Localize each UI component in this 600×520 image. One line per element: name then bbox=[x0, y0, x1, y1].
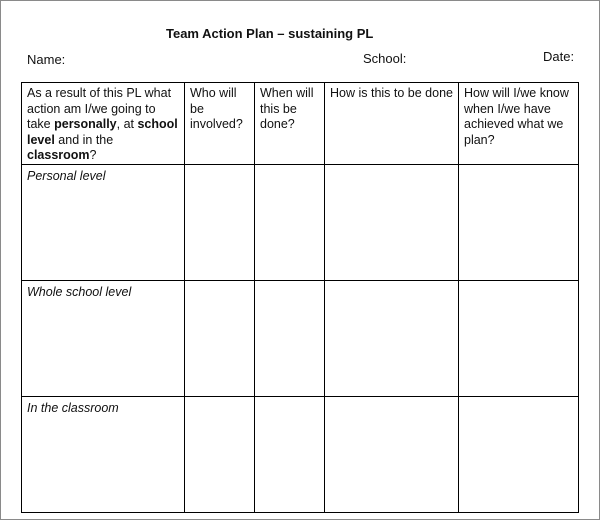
header-when: When will this be done? bbox=[255, 83, 325, 165]
row-label-classroom: In the classroom bbox=[22, 396, 185, 512]
header-how: How is this to be done bbox=[325, 83, 459, 165]
row-label-personal: Personal level bbox=[22, 164, 185, 280]
header-action-text-2: , at bbox=[116, 117, 138, 131]
cell-when-classroom[interactable] bbox=[255, 396, 325, 512]
table-row bbox=[22, 280, 579, 396]
header-action-text: As a result of this PL what action am I/we going to take bbox=[27, 86, 172, 131]
header-action-school-level: school level bbox=[27, 117, 178, 147]
document-title: Team Action Plan – sustaining PL bbox=[166, 26, 374, 41]
header-action-classroom: classroom bbox=[27, 148, 90, 162]
cell-who-classroom[interactable] bbox=[185, 396, 255, 512]
action-plan-table bbox=[21, 82, 579, 513]
table-row bbox=[22, 396, 579, 512]
header-how-know: How will I/we know when I/we have achieved what we plan? bbox=[459, 83, 579, 165]
date-label: Date: bbox=[543, 49, 575, 64]
cell-who-whole-school[interactable] bbox=[185, 280, 255, 396]
school-label: School: bbox=[363, 51, 407, 66]
header-action-personally: personally bbox=[54, 117, 117, 131]
cell-how-classroom[interactable] bbox=[325, 396, 459, 512]
cell-know-whole-school[interactable] bbox=[459, 280, 579, 396]
cell-when-whole-school[interactable] bbox=[255, 280, 325, 396]
cell-how-whole-school[interactable] bbox=[325, 280, 459, 396]
cell-how-personal[interactable] bbox=[325, 164, 459, 280]
table-row bbox=[22, 164, 579, 280]
cell-know-personal[interactable] bbox=[459, 164, 579, 280]
header-action-text-3: and in the bbox=[54, 132, 114, 147]
header-action-text-4: ? bbox=[89, 148, 97, 162]
header-row bbox=[22, 83, 579, 165]
header-who: Who will be involved? bbox=[185, 83, 255, 165]
header-action bbox=[22, 83, 185, 165]
name-label: Name: bbox=[27, 52, 66, 67]
row-label-whole-school: Whole school level bbox=[22, 280, 185, 396]
cell-when-personal[interactable] bbox=[255, 164, 325, 280]
cell-who-personal[interactable] bbox=[185, 164, 255, 280]
cell-know-classroom[interactable] bbox=[459, 396, 579, 512]
